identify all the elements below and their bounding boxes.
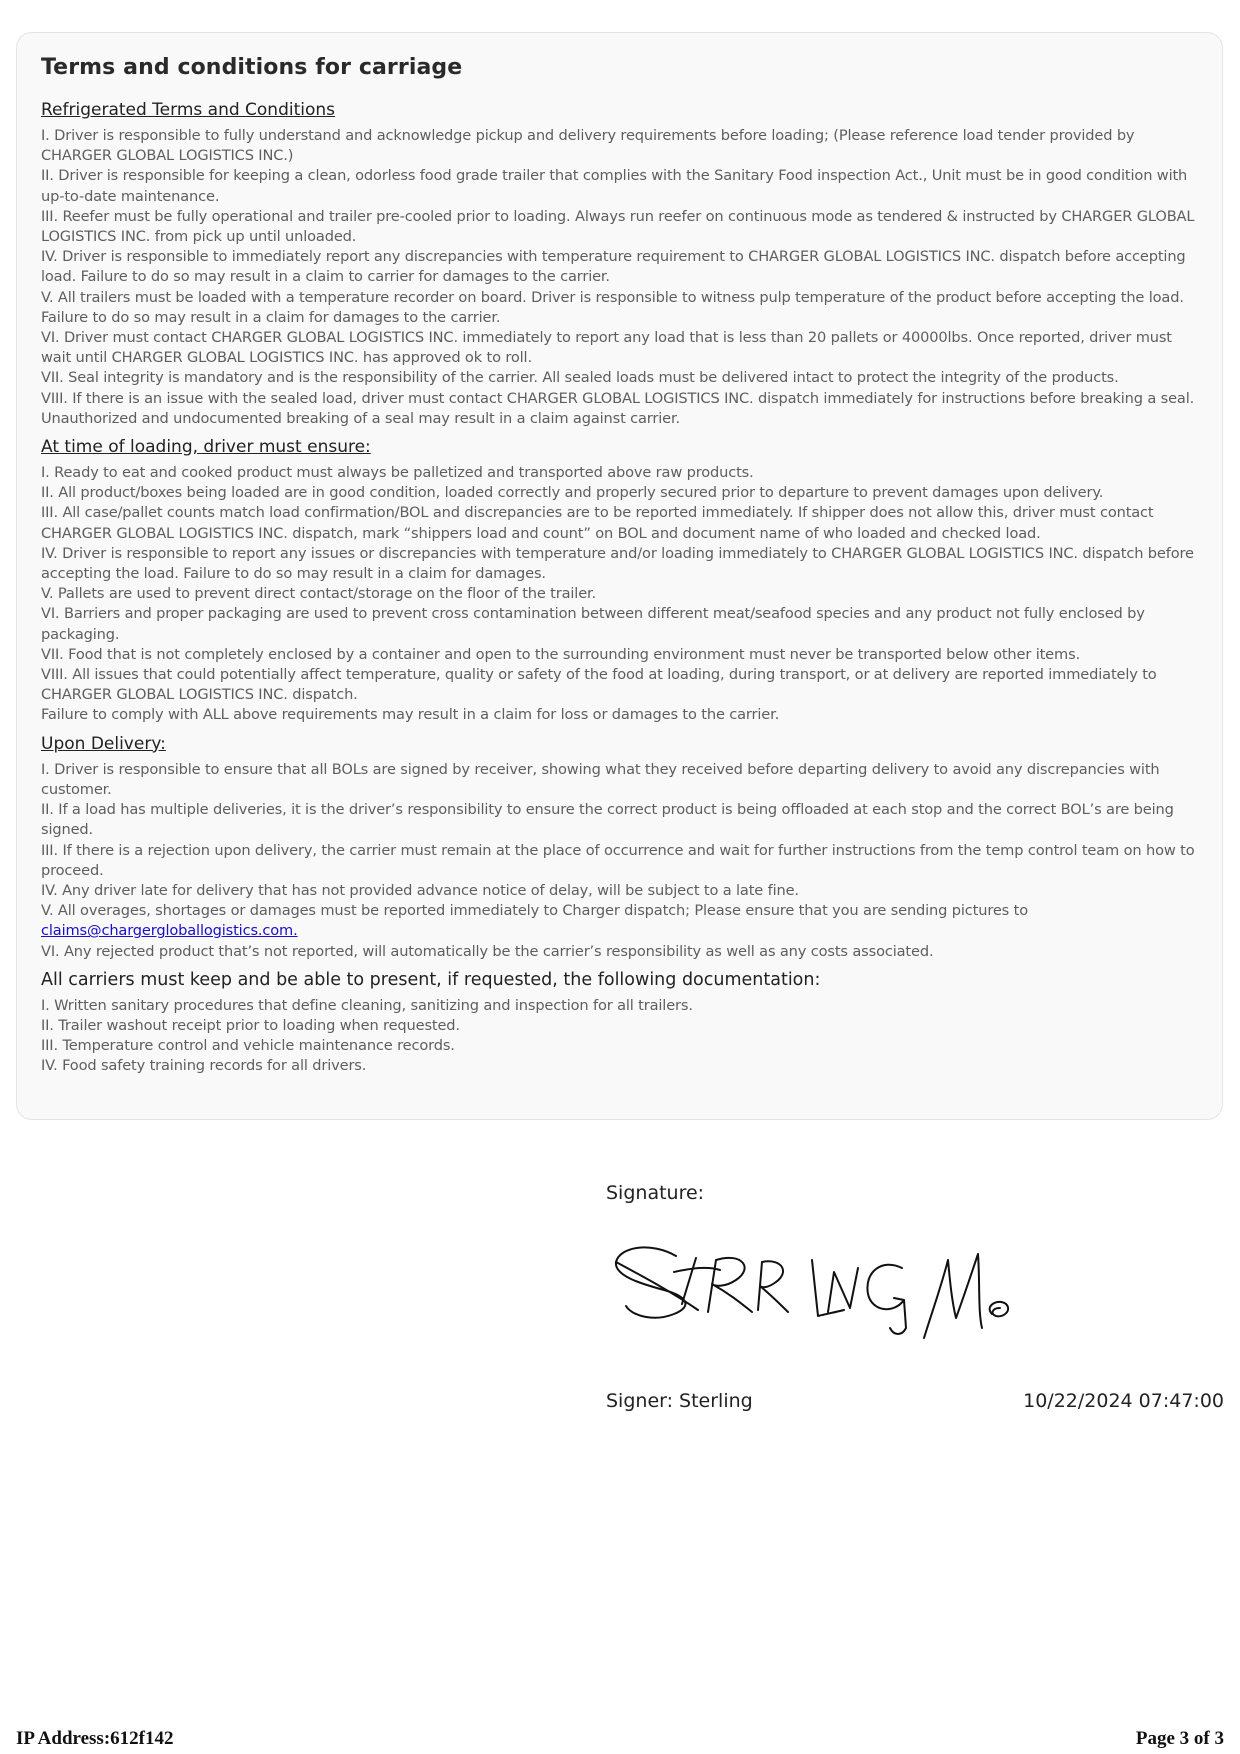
- list-item: II. Driver is responsible for keeping a clean, odorless food grade trailer that complies with the Sanitary Food inspection Act., Unit must be in good condition with up-to-date maintenance.: [41, 167, 1188, 205]
- list-item: II. All product/boxes being loaded are in good condition, loaded correctly and properly secured prior to departure to prevent damages upon delivery.: [41, 484, 1104, 502]
- list-delivery: [41, 760, 1198, 962]
- list-item: I. Driver is responsible to fully understand and acknowledge pickup and delivery requirements before loading; (Please reference load tender provided by CHARGER GLOBAL LOGISTICS INC.): [41, 127, 1135, 165]
- list-item: V. Pallets are used to prevent direct contact/storage on the floor of the trailer.: [41, 585, 597, 603]
- list-item: I. Driver is responsible to ensure that all BOLs are signed by receiver, showing what they received before departing delivery to avoid any discrepancies with customer.: [41, 760, 1160, 798]
- list-item: IV. Any driver late for delivery that has not provided advance notice of delay, will be subject to a late fine.: [41, 881, 799, 899]
- ip-address: IP Address:612f142: [16, 1728, 174, 1749]
- list-item: III. Temperature control and vehicle maintenance records.: [41, 1037, 455, 1055]
- list-item: VIII. If there is an issue with the sealed load, driver must contact CHARGER GLOBAL LOGISTICS INC. dispatch immediately for instructions before breaking a seal. Unauthorized and undocumented breaking of a seal may result in a claim against carrier.: [41, 389, 1195, 427]
- list-item: VII. Seal integrity is mandatory and is the responsibility of the carrier. All sealed loads must be delivered intact to protect the integrity of the products.: [41, 369, 1119, 387]
- list-item: V. All trailers must be loaded with a temperature recorder on board. Driver is responsible to witness pulp temperature of the product before accepting the load. Failure to do so may result in a claim for damages to the carrier.: [41, 288, 1184, 326]
- list-item: II. If a load has multiple deliveries, it is the driver’s responsibility to ensure the correct product is being offloaded at each stop and the correct BOL’s are being signed.: [41, 801, 1174, 839]
- section-refrigerated: [41, 100, 1198, 429]
- list-documentation: [41, 996, 1198, 1077]
- list-item: VI. Driver must contact CHARGER GLOBAL LOGISTICS INC. immediately to report any load that is less than 20 pallets or 40000lbs. Once reported, driver must wait until CHARGER GLOBAL LOGISTICS INC. has approved ok to roll.: [41, 329, 1172, 367]
- page-number: Page 3 of 3: [1135, 1728, 1224, 1749]
- section-delivery: [41, 734, 1198, 962]
- section-heading-documentation: All carriers must keep and be able to present, if requested, the following documentation:: [41, 969, 821, 990]
- list-item: III. Reefer must be fully operational and trailer pre-cooled prior to loading. Always run reefer on continuous mode as tendered & instructed by CHARGER GLOBAL LOGISTICS INC. from pick up until unloaded.: [41, 207, 1195, 246]
- section-heading-loading: At time of loading, driver must ensure:: [41, 437, 371, 458]
- signature-datetime: 10/22/2024 07:47:00: [1023, 1390, 1224, 1412]
- section-heading-delivery: Upon Delivery:: [41, 733, 166, 754]
- list-item: VI. Any rejected product that’s not reported, will automatically be the carrier’s responsibility as well as any costs associated.: [41, 942, 934, 960]
- list-item: III. If there is a rejection upon delivery, the carrier must remain at the place of occurrence and wait for further instructions from the temp control team on how to proceed.: [41, 841, 1195, 879]
- list-item: IV. Food safety training records for all drivers.: [41, 1057, 367, 1075]
- list-item: IV. Driver is responsible to report any issues or discrepancies with temperature and/or loading immediately to CHARGER GLOBAL LOGISTICS INC. dispatch before accepting the load. Failure to do so may result in a claim for damages.: [41, 544, 1194, 583]
- list-item: III. All case/pallet counts match load confirmation/BOL and discrepancies are to be reported immediately. If shipper does not allow this, driver must contact CHARGER GLOBAL LOGISTICS INC. dispatch, mark “shippers load and count” on BOL and document name of who loaded and checked load.: [41, 504, 1154, 542]
- terms-card: [16, 32, 1223, 1120]
- signer-name: Signer: Sterling: [606, 1390, 753, 1412]
- list-item: II. Trailer washout receipt prior to loading when requested.: [41, 1016, 460, 1034]
- list-item: [41, 901, 1198, 941]
- list-item: Failure to comply with ALL above requirements may result in a claim for loss or damages to the carrier.: [41, 706, 780, 724]
- section-documentation: [41, 970, 1198, 1077]
- list-item: VII. Food that is not completely enclosed by a container and open to the surrounding environment must never be transported below other items.: [41, 645, 1081, 663]
- list-item: I. Written sanitary procedures that define cleaning, sanitizing and inspection for all trailers.: [41, 996, 693, 1014]
- list-item: I. Ready to eat and cooked product must always be palletized and transported above raw products.: [41, 464, 754, 482]
- list-loading: [41, 463, 1198, 726]
- list-item: VI. Barriers and proper packaging are used to prevent cross contamination between different meat/seafood species and any product not fully enclosed by packaging.: [41, 605, 1145, 643]
- list-item: IV. Driver is responsible to immediately report any discrepancies with temperature requirement to CHARGER GLOBAL LOGISTICS INC. dispatch before accepting load. Failure to do so may result in a claim to carrier for damages to the carrier.: [41, 248, 1186, 286]
- list-item-text: V. All overages, shortages or damages must be reported immediately to Charger dispatch; Please ensure that you are sending pictures to: [41, 902, 1028, 920]
- signature-label: Signature:: [606, 1182, 705, 1204]
- claims-email-link[interactable]: claims@chargergloballogistics.com.: [41, 922, 298, 940]
- section-heading-refrigerated: Refrigerated Terms and Conditions: [41, 100, 336, 120]
- section-loading: [41, 437, 1198, 726]
- list-refrigerated: [41, 126, 1198, 429]
- page-title: Terms and conditions for carriage: [41, 55, 463, 80]
- signature-image: [612, 1232, 1052, 1350]
- list-item: VIII. All issues that could potentially affect temperature, quality or safety of the food at loading, during transport, or at delivery are reported immediately to CHARGER GLOBAL LOGISTICS INC. dispatch.: [41, 666, 1157, 704]
